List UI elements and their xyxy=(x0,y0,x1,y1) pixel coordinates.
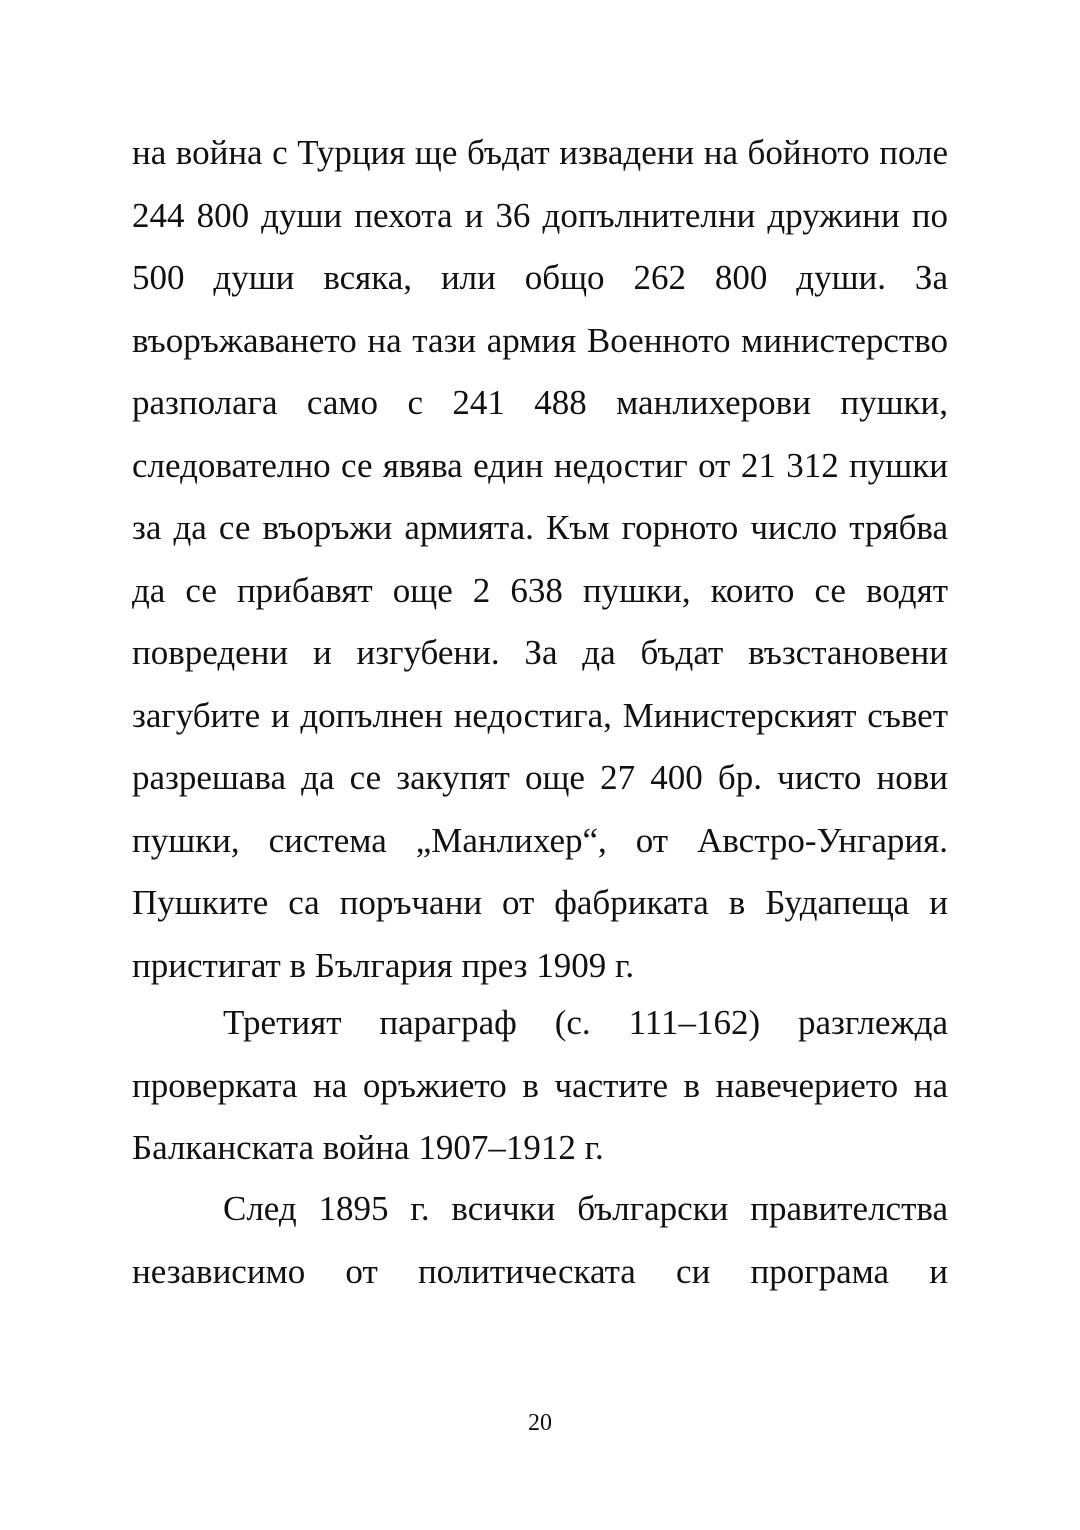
paragraph-3 xyxy=(132,1178,948,1303)
text-line: Балканската война 1907–1912 г. xyxy=(132,1128,604,1167)
text-line: Пушките са поръчани от фабриката в Будапеща и xyxy=(132,883,948,922)
text-line: пристигат в България през 1909 г. xyxy=(132,945,635,985)
text-line: пушки, система „Манлихер“, от Австро-Унгария. xyxy=(132,820,948,860)
text-line: проверката на оръжието в частите в навечерието на xyxy=(132,1065,948,1105)
text-line: въоръжаването на тази армия Военното министерство xyxy=(132,320,948,360)
text-line: да се прибавят още 2 638 пушки, които се водят xyxy=(132,570,948,610)
text-line: разрешава да се закупят още 27 400 бр. чисто нови xyxy=(132,758,948,797)
text-line: 244 800 души пехота и 36 допълнителни дружини по xyxy=(132,195,948,235)
page-number: 20 xyxy=(528,1410,552,1436)
text-line: Третият параграф (с. 111–162) разглежда xyxy=(223,1003,948,1042)
text-line: загубите и допълнен недостига, Министерският съвет xyxy=(132,695,948,735)
text-line: независимо от политическата си програма и xyxy=(132,1251,948,1291)
text-line: След 1895 г. всички български правителства xyxy=(223,1189,948,1228)
text-line: повредени и изгубени. За да бъдат възстановени xyxy=(132,633,948,672)
text-line: разполага само с 241 488 манлихерови пушки, xyxy=(132,383,948,422)
paragraph-1 xyxy=(132,122,948,997)
text-line: следователно се явява един недостиг от 21 312 пушки xyxy=(132,445,948,485)
text-line: за да се въоръжи армията. Към горното число трябва xyxy=(132,508,948,547)
paragraph-2 xyxy=(132,992,948,1180)
text-line: 500 души всяка, или общо 262 800 души. За xyxy=(132,258,948,297)
text-line: на война с Турция ще бъдат извадени на бойното поле xyxy=(132,133,948,172)
